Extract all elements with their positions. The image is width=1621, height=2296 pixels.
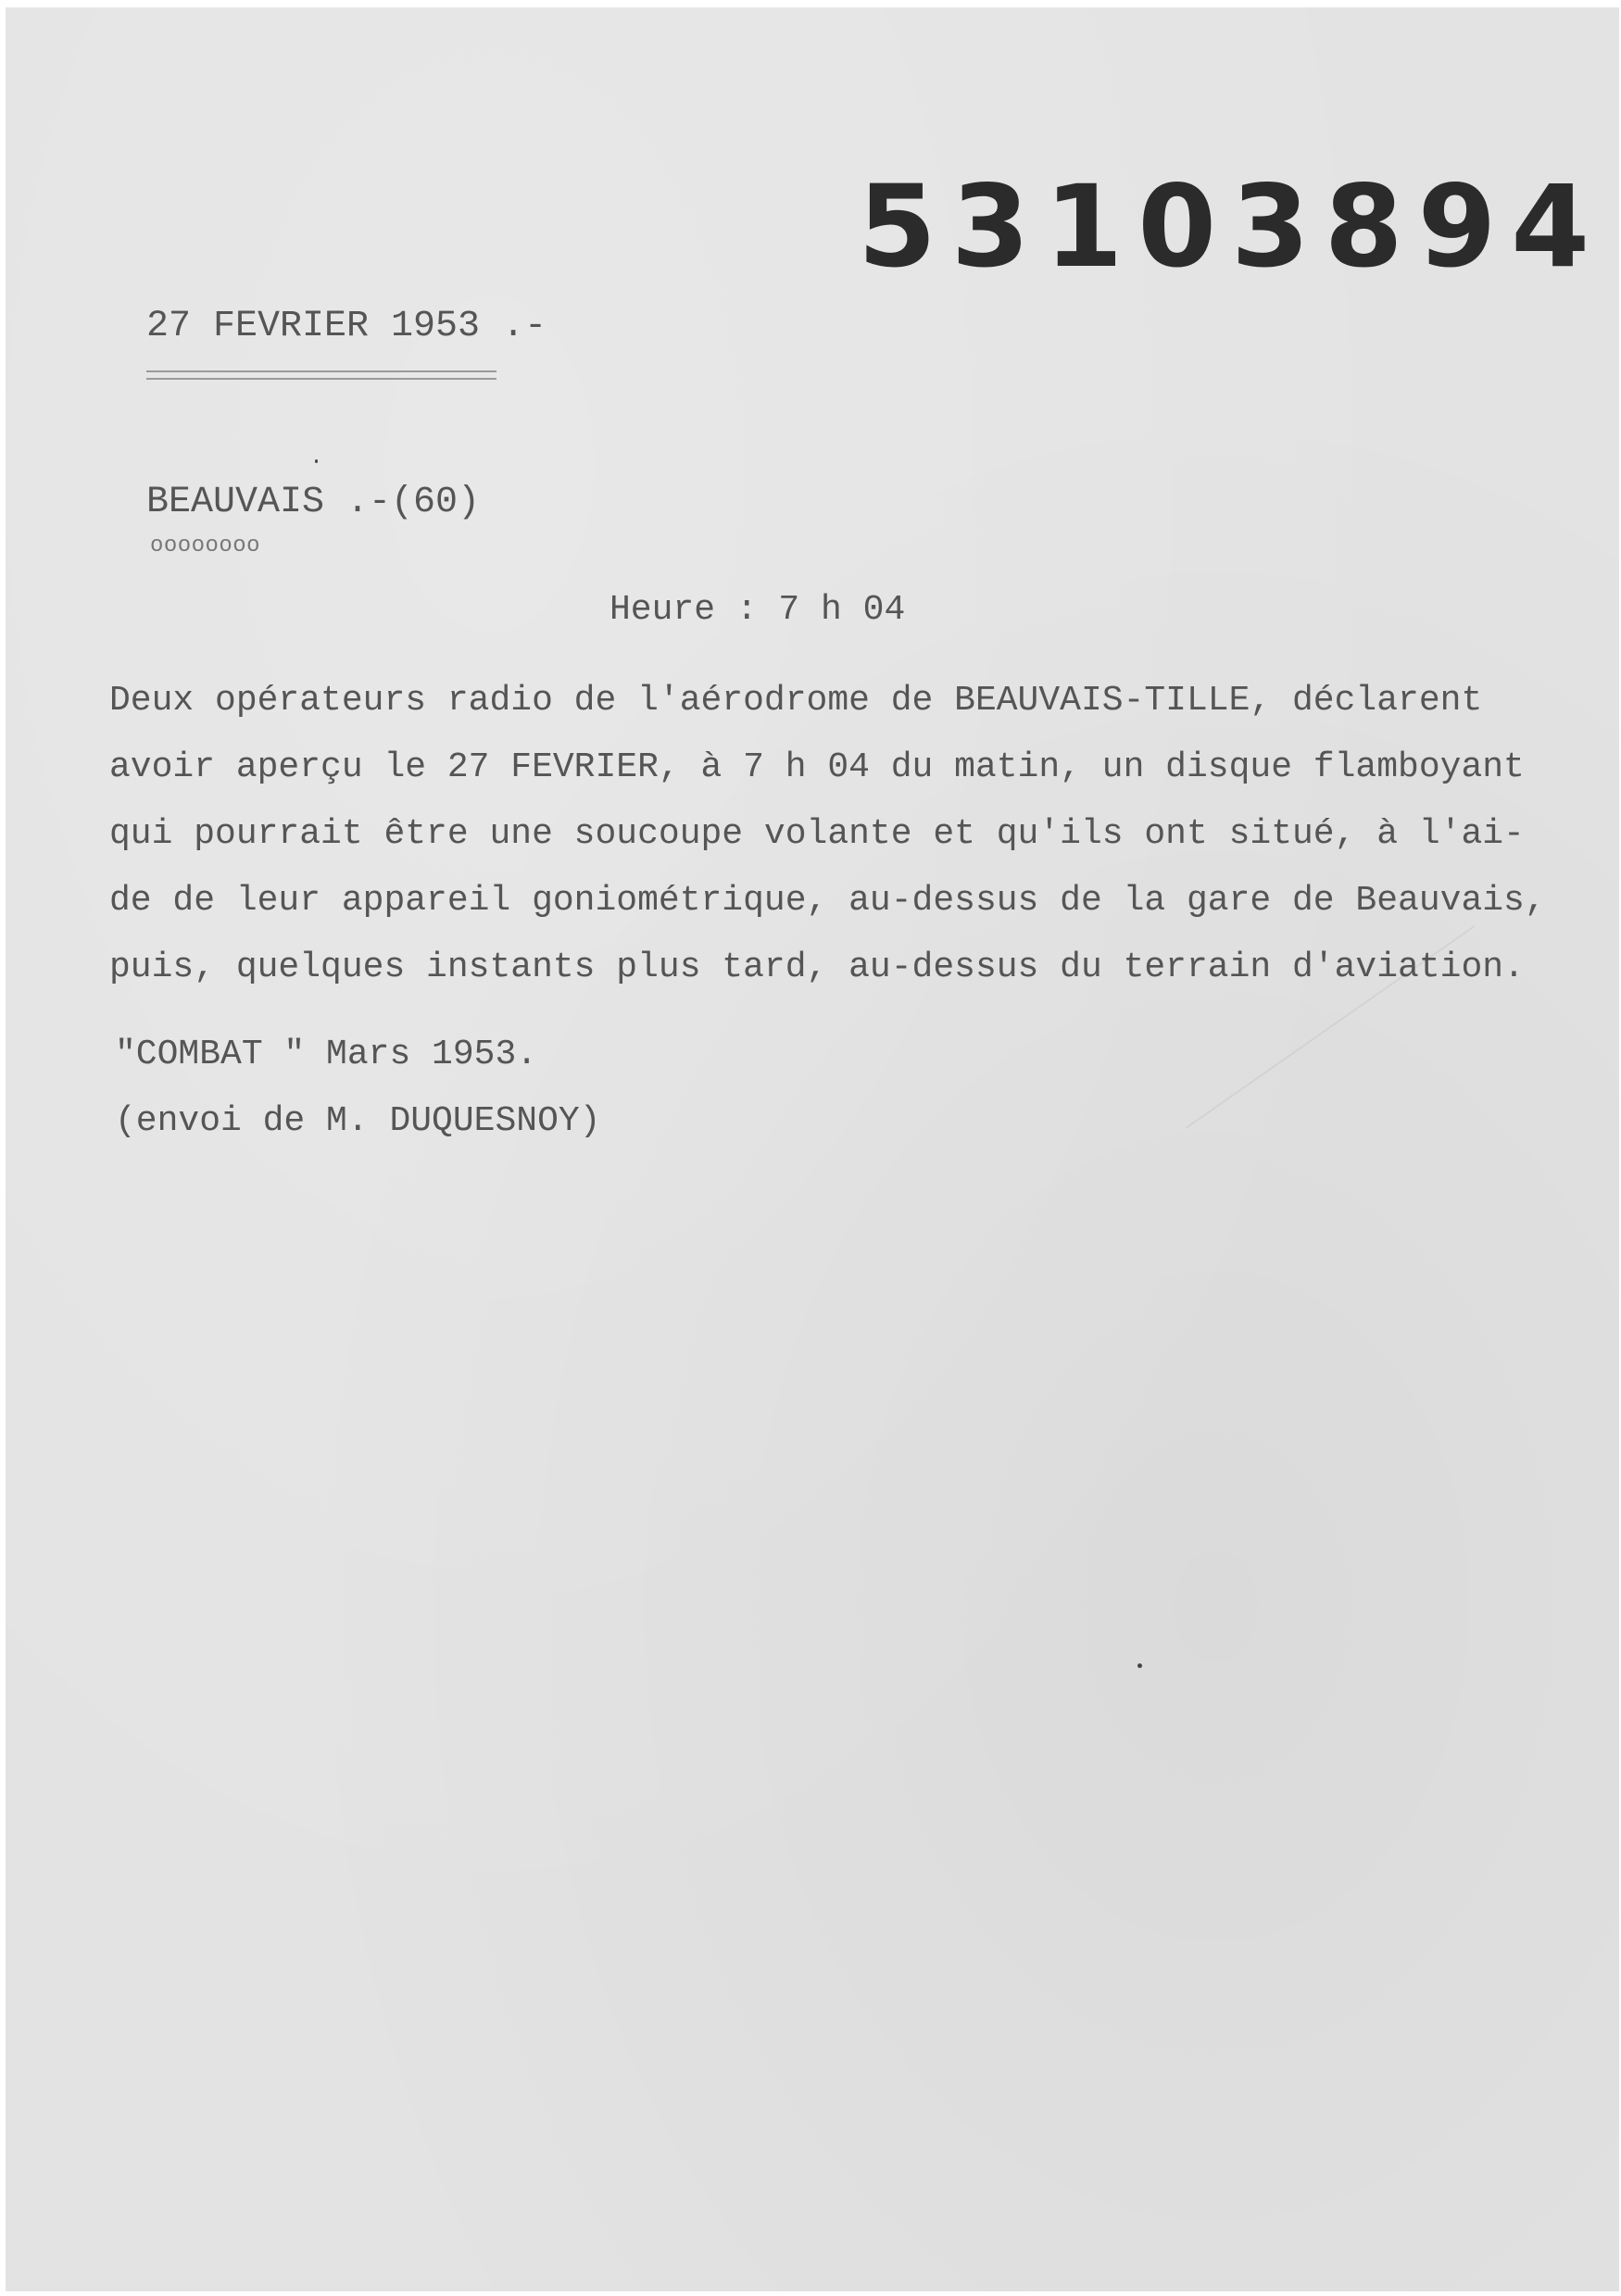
reference-number: 53103894	[858, 161, 1604, 293]
date-double-underline	[146, 370, 496, 380]
date-heading: 27 FEVRIER 1953 .-	[146, 306, 547, 347]
sender-line: (envoi de M. DUQUESNOY)	[115, 1101, 601, 1141]
ink-speck	[1137, 1663, 1142, 1668]
body-line: qui pourrait être une soucoupe volante et qu'ils ont situé, à l'ai-	[109, 814, 1525, 854]
document-page	[6, 7, 1619, 2291]
hour-line: Heure : 7 h 04	[609, 590, 906, 630]
ink-speck	[315, 459, 318, 463]
body-line: Deux opérateurs radio de l'aérodrome de BEAUVAIS-TILLE, déclarent	[109, 681, 1483, 721]
place-underline-marks: oooooooo	[150, 533, 261, 558]
body-line: avoir aperçu le 27 FEVRIER, à 7 h 04 du matin, un disque flamboyant	[109, 747, 1525, 787]
body-line: de de leur appareil goniométrique, au-dessus de la gare de Beauvais,	[109, 881, 1546, 921]
source-line: "COMBAT " Mars 1953.	[115, 1035, 538, 1074]
body-line: puis, quelques instants plus tard, au-dessus du terrain d'aviation.	[109, 947, 1525, 987]
place-heading: BEAUVAIS .-(60)	[146, 482, 481, 523]
